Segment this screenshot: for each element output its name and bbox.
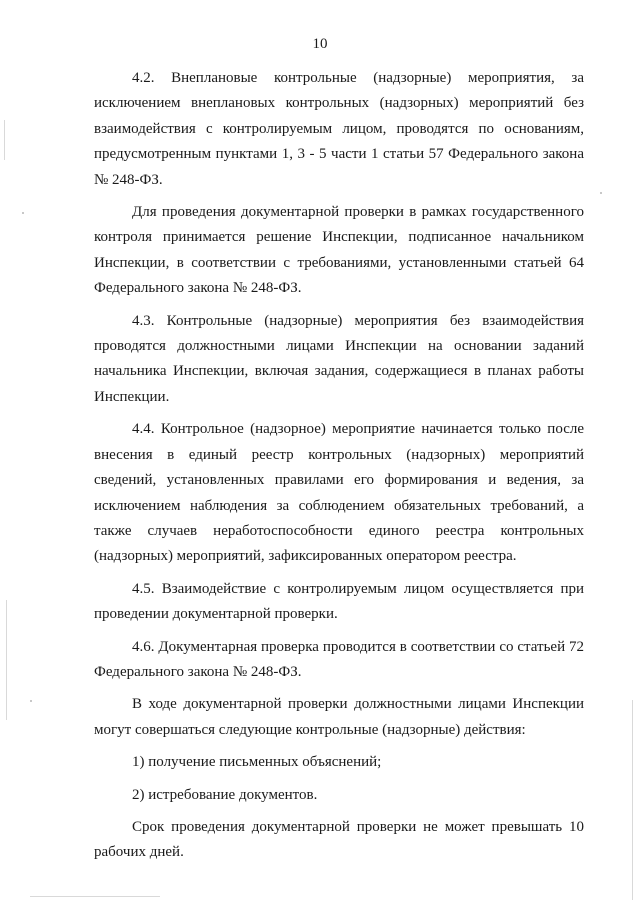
scan-edge-left: [4, 120, 5, 160]
document-body: [94, 66, 584, 866]
scan-edge-right: [632, 700, 633, 900]
scan-speck: [22, 212, 24, 214]
scan-edge-left-lower: [6, 600, 7, 720]
paragraph-4-4: 4.4. Контрольное (надзорное) мероприятие начинается только после внесения в единый реестр контрольных (надзорных) мероприятий сведений, установленных правилами его формирования и ведения, за исключением наблюдения за соблюдением обязательных требований, а также случаев неработоспособности единого реестра контрольных (надзорных) мероприятий, зафиксированных оператором реестра.: [94, 421, 584, 565]
paragraph-4-2: 4.2. Внеплановые контрольные (надзорные) мероприятия, за исключением внеплановых контрольных (надзорных) мероприятий без взаимодействия с контролируемым лицом, проводятся по основаниям, предусмотренным пунктами 1, 3 - 5 части 1 статьи 57 Федерального закона № 248-ФЗ.: [94, 70, 584, 188]
scan-speck: [600, 192, 602, 194]
paragraph-4-6: 4.6. Документарная проверка проводится в соответствии со статьей 72 Федерального закона № 248-ФЗ.: [94, 638, 584, 680]
paragraph-4-3: 4.3. Контрольные (надзорные) мероприятия без взаимодействия проводятся должностными лицами Инспекции на основании заданий начальника Инспекции, включая задания, содержащиеся в планах работы Инспекции.: [94, 312, 584, 405]
paragraph-4-5: 4.5. Взаимодействие с контролируемым лицом осуществляется при проведении документарной проверки.: [94, 580, 584, 623]
list-item-documents: 2) истребование документов.: [132, 786, 318, 803]
scan-speck: [30, 700, 32, 702]
page-number: 10: [312, 36, 328, 52]
paragraph-actions-intro: В ходе документарной проверки должностными лицами Инспекции могут совершаться следующие контрольные (надзорные) действия:: [94, 696, 584, 738]
scan-edge-bottom: [30, 896, 160, 897]
list-item-explanations: 1) получение письменных объяснений;: [132, 754, 382, 771]
paragraph-decision: Для проведения документарной проверки в рамках государственного контроля принимается решение Инспекции, подписанное начальником Инспекции, в соответствии с требованиями, установленными статьей 64 Федерального закона № 248-ФЗ.: [94, 204, 584, 297]
paragraph-term: Срок проведения документарной проверки не может превышать 10 рабочих дней.: [94, 818, 584, 861]
